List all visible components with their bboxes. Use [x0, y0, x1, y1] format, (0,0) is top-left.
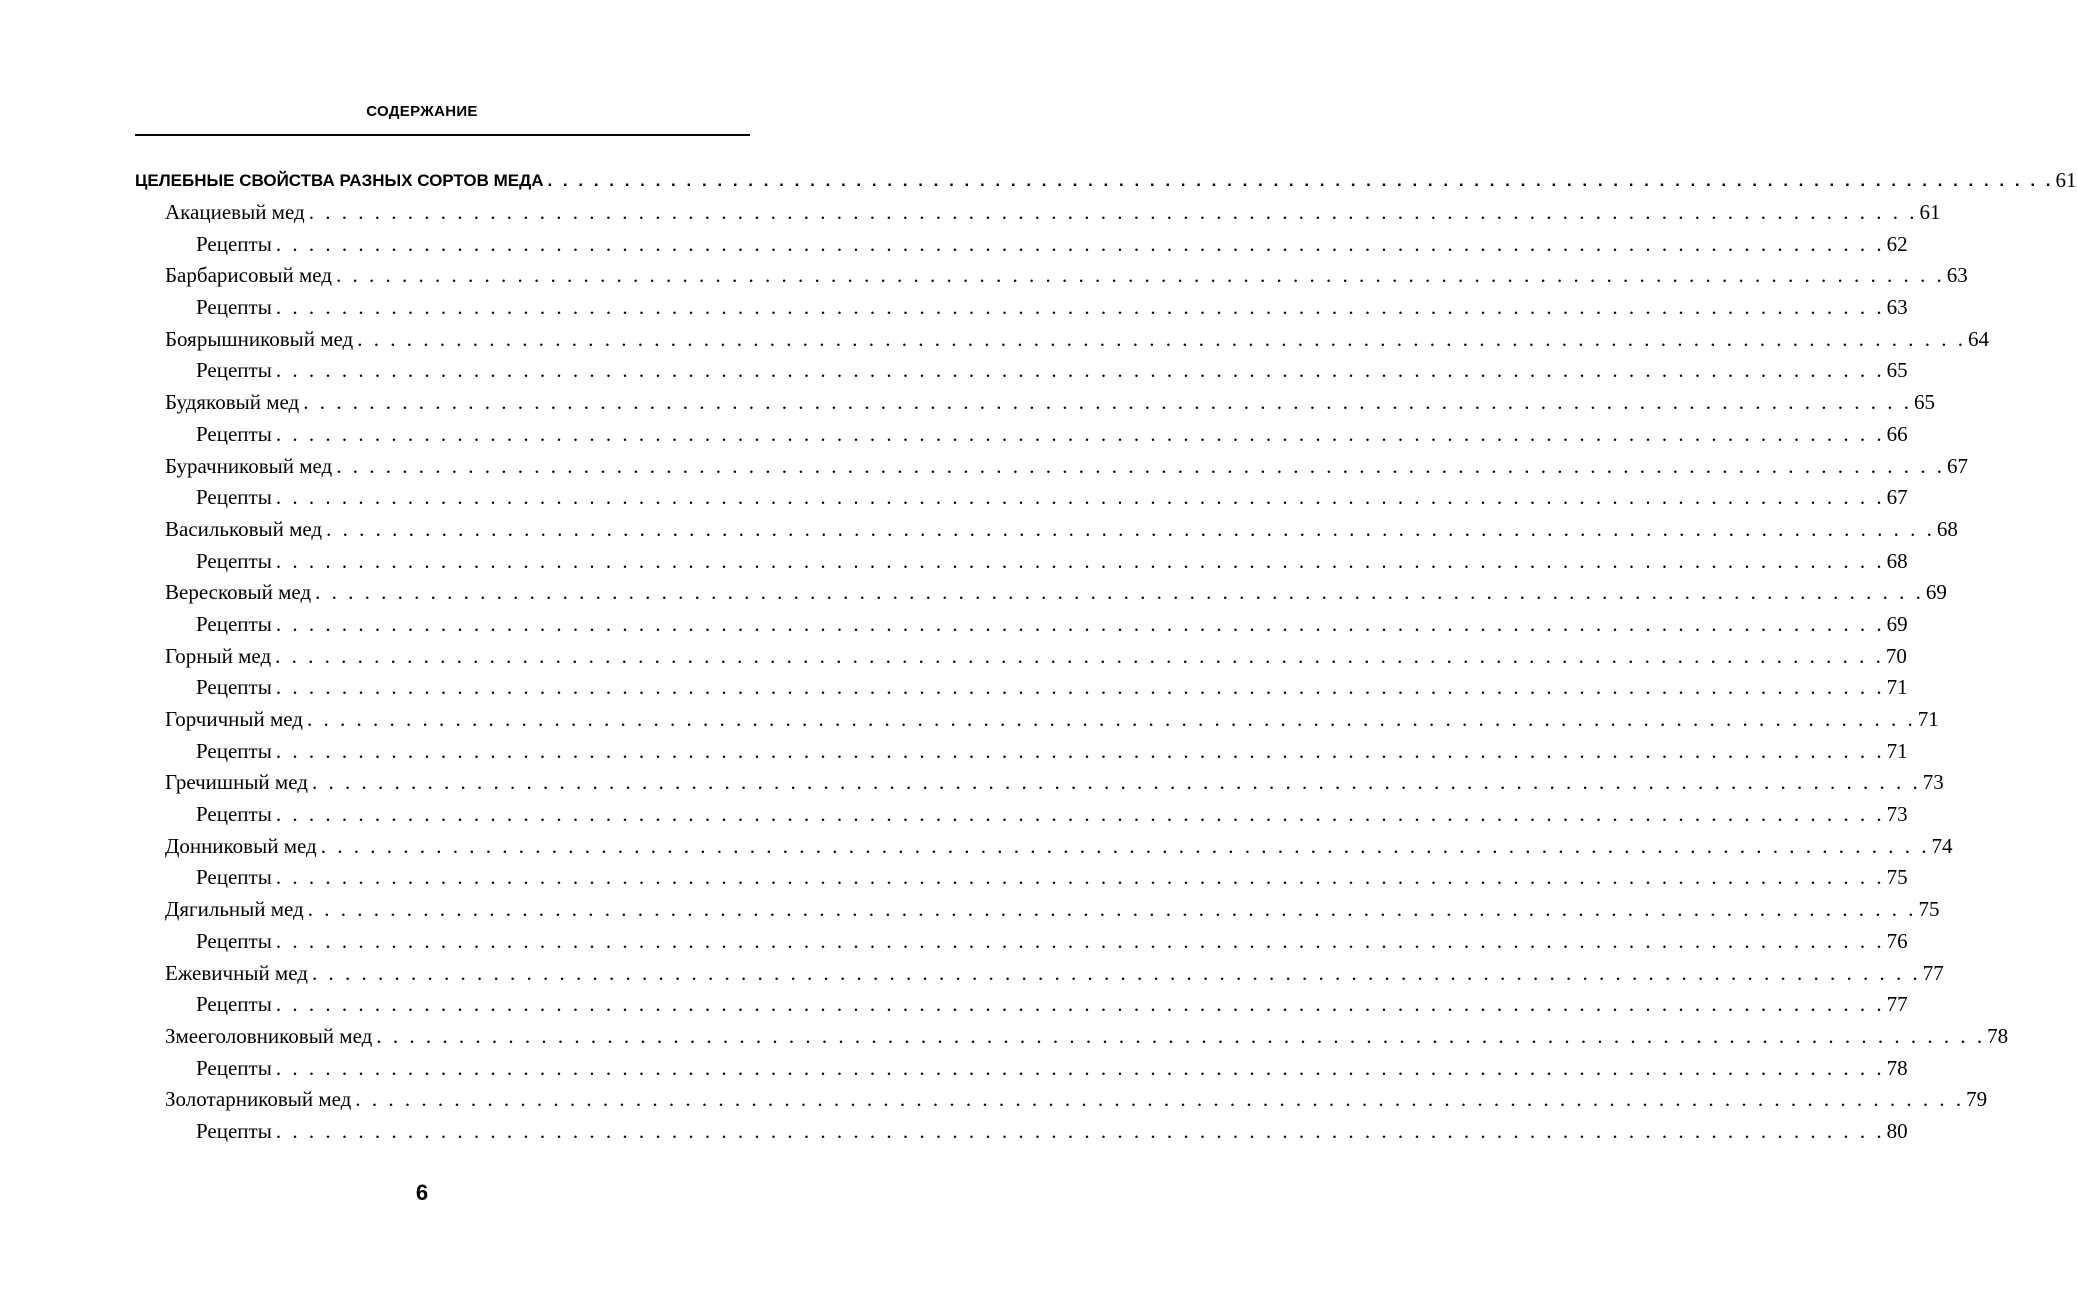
toc-entry-page: 61	[1919, 200, 1941, 225]
dot-leader: . . . . . . . . . . . . . . . . . . . . . . . . . . . . . . . . . . . . . . . . . . . . . . . . . . . . . . . . . . . . . . . . . . . . . . . . . . . . . . . . . . . . . . . . . . . . . . . . . .	[275, 928, 1885, 953]
toc-entry-title: Рецепты	[196, 739, 276, 764]
toc-entry-title: Рецепты	[196, 232, 276, 257]
dot-leader: . . . . . . . . . . . . . . . . . . . . . . . . . . . . . . . . . . . . . . . . . . . . . . . . . . . . . . . . . . . . . . . . . . . . . . . . . . . . . . . . . . . . . . . . . . . . . . . . . .	[357, 326, 1966, 351]
toc-entry-title: Рецепты	[196, 358, 276, 383]
toc-entry-title: Рецепты	[196, 865, 276, 890]
dot-leader: . . . . . . . . . . . . . . . . . . . . . . . . . . . . . . . . . . . . . . . . . . . . . . . . . . . . . . . . . . . . . . . . . . . . . . . . . . . . . . . . . . . . . . . . . . . . . . . . . .	[311, 960, 1921, 985]
toc-entry-title: Гречишный мед	[165, 770, 312, 795]
toc-entry-page: 79	[1966, 1087, 1988, 1112]
table-of-contents	[135, 165, 2077, 1147]
dot-leader: . . . . . . . . . . . . . . . . . . . . . . . . . . . . . . . . . . . . . . . . . . . . . . . . . . . . . . . . . . . . . . . . . . . . . . . . . . . . . . . . . . . . . . . . . . . . . . . . . .	[275, 1055, 1885, 1080]
toc-subentry	[135, 355, 1908, 387]
toc-entry	[135, 1021, 2009, 1053]
toc-entry-title: Рецепты	[196, 802, 276, 827]
toc-entry-page: 61	[2055, 168, 2077, 193]
dot-leader: . . . . . . . . . . . . . . . . . . . . . . . . . . . . . . . . . . . . . . . . . . . . . . . . . . . . . . . . . . . . . . . . . . . . . . . . . . . . . . . . . . . . . . . . . . . . . . . . . .	[275, 358, 1885, 383]
dot-leader: . . . . . . . . . . . . . . . . . . . . . . . . . . . . . . . . . . . . . . . . . . . . . . . . . . . . . . . . . . . . . . . . . . . . . . . . . . . . . . . . . . . . . . . . . . . . . . . . . .	[311, 770, 1921, 795]
dot-leader: . . . . . . . . . . . . . . . . . . . . . . . . . . . . . . . . . . . . . . . . . . . . . . . . . . . . . . . . . . . . . . . . . . . . . . . . . . . . . . . . . . . . . . . . . . . . . . . . . .	[275, 295, 1885, 320]
toc-entry	[135, 577, 1947, 609]
dot-leader: . . . . . . . . . . . . . . . . . . . . . . . . . . . . . . . . . . . . . . . . . . . . . . . . . . . . . . . . . . . . . . . . . . . . . . . . . . . . . . . . . . . . . . . . . . . . . . . . . .	[275, 738, 1885, 763]
toc-entry-title: Рецепты	[196, 992, 276, 1017]
toc-entry-title: Горчичный мед	[165, 707, 307, 732]
toc-entry-page: 73	[1886, 802, 1908, 827]
dot-leader: . . . . . . . . . . . . . . . . . . . . . . . . . . . . . . . . . . . . . . . . . . . . . . . . . . . . . . . . . . . . . . . . . . . . . . . . . . . . . . . . . . . . . . . . . . . . . . . . . .	[307, 707, 1916, 732]
toc-chapter	[135, 165, 2077, 197]
toc-entry	[135, 450, 1968, 482]
toc-entry	[135, 323, 1989, 355]
toc-entry-page: 68	[1886, 548, 1908, 573]
toc-entry-title: Горный мед	[165, 644, 275, 669]
toc-entry-title: Рецепты	[196, 612, 276, 637]
dot-leader: . . . . . . . . . . . . . . . . . . . . . . . . . . . . . . . . . . . . . . . . . . . . . . . . . . . . . . . . . . . . . . . . . . . . . . . . . . . . . . . . . . . . . . . . . . . . . . . . . .	[275, 992, 1885, 1017]
toc-entry-page: 75	[1886, 865, 1908, 890]
toc-entry-title: Золотарниковый мед	[165, 1087, 355, 1112]
toc-entry	[135, 704, 1939, 736]
toc-entry-page: 71	[1886, 675, 1908, 700]
toc-entry-page: 74	[1931, 833, 1953, 858]
dot-leader: . . . . . . . . . . . . . . . . . . . . . . . . . . . . . . . . . . . . . . . . . . . . . . . . . . . . . . . . . . . . . . . . . . . . . . . . . . . . . . . . . . . . . . . . . . . . . . . . . .	[275, 865, 1885, 890]
dot-leader: . . . . . . . . . . . . . . . . . . . . . . . . . . . . . . . . . . . . . . . . . . . . . . . . . . . . . . . . . . . . . . . . . . . . . . . . . . . . . . . . . . . . . . . . . . . . . . . . . .	[275, 802, 1885, 827]
toc-entry-title: Рецепты	[196, 422, 276, 447]
toc-entry-page: 78	[1987, 1023, 2009, 1048]
toc-subentry	[135, 1052, 1908, 1084]
toc-entry-page: 80	[1886, 1118, 1908, 1143]
toc-subentry	[135, 482, 1908, 514]
toc-entry-title: Рецепты	[196, 295, 276, 320]
toc-subentry	[135, 419, 1908, 451]
toc-entry-page: 70	[1885, 643, 1907, 668]
toc-subentry	[135, 1116, 1908, 1148]
toc-subentry	[135, 926, 1908, 958]
dot-leader: . . . . . . . . . . . . . . . . . . . . . . . . . . . . . . . . . . . . . . . . . . . . . . . . . . . . . . . . . . . . . . . . . . . . . . . . . . . . . . . . . . . . . . . . . . . . . . . . . .	[315, 580, 1924, 605]
toc-entry	[135, 260, 1968, 292]
toc-entry-title: Акациевый мед	[165, 200, 309, 225]
toc-subentry	[135, 799, 1908, 831]
dot-leader: . . . . . . . . . . . . . . . . . . . . . . . . . . . . . . . . . . . . . . . . . . . . . . . . . . . . . . . . . . . . . . . . . . . . . . . . . . . . . . . . . . . . . . . . . . . . . . . . . .	[275, 231, 1885, 256]
toc-entry-title: Барбарисовый мед	[165, 263, 336, 288]
toc-entry-page: 65	[1913, 390, 1935, 415]
dot-leader: . . . . . . . . . . . . . . . . . . . . . . . . . . . . . . . . . . . . . . . . . . . . . . . . . . . . . . . . . . . . . . . . . . . . . . . . . . . . . . . . . . . . . . . . . . . . . . . . . .	[336, 453, 1945, 478]
toc-entry-page: 63	[1946, 263, 1968, 288]
toc-entry-page: 76	[1886, 928, 1908, 953]
toc-entry	[135, 767, 1944, 799]
running-head: СОДЕРЖАНИЕ	[366, 103, 478, 120]
toc-entry-title: ЦЕЛЕБНЫЕ СВОЙСТВА РАЗНЫХ СОРТОВ МЕДА	[135, 171, 547, 191]
dot-leader: . . . . . . . . . . . . . . . . . . . . . . . . . . . . . . . . . . . . . . . . . . . . . . . . . . . . . . . . . . . . . . . . . . . . . . . . . . . . . . . . . . . . . . . . . . . . . . . . . .	[275, 611, 1885, 636]
toc-subentry	[135, 609, 1908, 641]
toc-entry-title: Будяковый мед	[165, 390, 303, 415]
toc-subentry	[135, 862, 1908, 894]
toc-entry-page: 67	[1946, 453, 1968, 478]
toc-entry-title: Дягильный мед	[165, 897, 308, 922]
toc-entry-page: 68	[1936, 516, 1958, 541]
toc-entry-title: Донниковый мед	[165, 834, 321, 859]
toc-entry	[135, 514, 1958, 546]
toc-entry-page: 78	[1886, 1055, 1908, 1080]
dot-leader: . . . . . . . . . . . . . . . . . . . . . . . . . . . . . . . . . . . . . . . . . . . . . . . . . . . . . . . . . . . . . . . . . . . . . . . . . . . . . . . . . . . . . . . . . . . . . . . . . .	[355, 1087, 1965, 1112]
toc-entry	[135, 1084, 1988, 1116]
dot-leader: . . . . . . . . . . . . . . . . . . . . . . . . . . . . . . . . . . . . . . . . . . . . . . . . . . . . . . . . . . . . . . . . . . . . . . . . . . . . . . . . . . . . . . . . . . . . . . . . . .	[320, 833, 1930, 858]
toc-entry	[135, 640, 1907, 672]
toc-entry-page: 77	[1922, 960, 1944, 985]
toc-entry-page: 75	[1918, 897, 1940, 922]
toc-entry-page: 69	[1886, 611, 1908, 636]
toc-entry-page: 65	[1886, 358, 1908, 383]
toc-subentry	[135, 735, 1908, 767]
toc-subentry	[135, 228, 1908, 260]
dot-leader: . . . . . . . . . . . . . . . . . . . . . . . . . . . . . . . . . . . . . . . . . . . . . . . . . . . . . . . . . . . . . . . . . . . . . . . . . . . . . . . . . . . . . . . . . . . . . . . . . .	[275, 1118, 1885, 1143]
toc-entry-title: Рецепты	[196, 549, 276, 574]
toc-subentry	[135, 989, 1908, 1021]
toc-entry-title: Рецепты	[196, 675, 276, 700]
dot-leader: . . . . . . . . . . . . . . . . . . . . . . . . . . . . . . . . . . . . . . . . . . . . . . . . . . . . . . . . . . . . . . . . . . . . . . . . . . . . . . . . . . . . . . . . . . . . . . . . . .	[376, 1023, 1986, 1048]
dot-leader: . . . . . . . . . . . . . . . . . . . . . . . . . . . . . . . . . . . . . . . . . . . . . . . . . . . . . . . . . . . . . . . . . . . . . . . . . . . . . . . . . . . . . . . . . . . . . . . . . .	[547, 170, 2054, 190]
dot-leader: . . . . . . . . . . . . . . . . . . . . . . . . . . . . . . . . . . . . . . . . . . . . . . . . . . . . . . . . . . . . . . . . . . . . . . . . . . . . . . . . . . . . . . . . . . . . . . . . . .	[335, 263, 1945, 288]
dot-leader: . . . . . . . . . . . . . . . . . . . . . . . . . . . . . . . . . . . . . . . . . . . . . . . . . . . . . . . . . . . . . . . . . . . . . . . . . . . . . . . . . . . . . . . . . . . . . . . . . .	[303, 390, 1912, 415]
toc-entry	[135, 894, 1940, 926]
toc-entry	[135, 387, 1935, 419]
toc-entry-page: 71	[1917, 707, 1939, 732]
toc-entry-page: 77	[1886, 992, 1908, 1017]
dot-leader: . . . . . . . . . . . . . . . . . . . . . . . . . . . . . . . . . . . . . . . . . . . . . . . . . . . . . . . . . . . . . . . . . . . . . . . . . . . . . . . . . . . . . . . . . . . . . . . . . .	[275, 675, 1885, 700]
toc-entry-title: Бурачниковый мед	[165, 454, 336, 479]
toc-entry-title: Ежевичный мед	[165, 961, 312, 986]
dot-leader: . . . . . . . . . . . . . . . . . . . . . . . . . . . . . . . . . . . . . . . . . . . . . . . . . . . . . . . . . . . . . . . . . . . . . . . . . . . . . . . . . . . . . . . . . . . . . . . . . .	[308, 200, 1918, 225]
toc-entry	[135, 197, 1941, 229]
dot-leader: . . . . . . . . . . . . . . . . . . . . . . . . . . . . . . . . . . . . . . . . . . . . . . . . . . . . . . . . . . . . . . . . . . . . . . . . . . . . . . . . . . . . . . . . . . . . . . . . . .	[275, 643, 1884, 668]
toc-entry-title: Рецепты	[196, 1056, 276, 1081]
toc-subentry	[135, 292, 1908, 324]
toc-entry-page: 71	[1886, 738, 1908, 763]
dot-leader: . . . . . . . . . . . . . . . . . . . . . . . . . . . . . . . . . . . . . . . . . . . . . . . . . . . . . . . . . . . . . . . . . . . . . . . . . . . . . . . . . . . . . . . . . . . . . . . . . .	[275, 548, 1885, 573]
toc-entry-title: Боярышниковый мед	[165, 327, 357, 352]
page-number: 6	[415, 1180, 429, 1205]
toc-entry-title: Васильковый мед	[165, 517, 326, 542]
toc-entry-title: Рецепты	[196, 485, 276, 510]
toc-entry-title: Змееголовниковый мед	[165, 1024, 376, 1049]
toc-entry-page: 69	[1925, 580, 1947, 605]
toc-entry-page: 62	[1886, 231, 1908, 256]
toc-entry-page: 64	[1968, 326, 1989, 351]
toc-entry-page: 67	[1886, 485, 1908, 510]
header-rule	[135, 134, 750, 136]
toc-subentry	[135, 672, 1908, 704]
toc-entry-title: Вересковый мед	[165, 580, 315, 605]
toc-entry	[135, 957, 1944, 989]
toc-subentry	[135, 545, 1908, 577]
dot-leader: . . . . . . . . . . . . . . . . . . . . . . . . . . . . . . . . . . . . . . . . . . . . . . . . . . . . . . . . . . . . . . . . . . . . . . . . . . . . . . . . . . . . . . . . . . . . . . . . . .	[275, 485, 1885, 510]
toc-entry-page: 73	[1922, 770, 1944, 795]
toc-entry	[135, 830, 1953, 862]
toc-entry-title: Рецепты	[196, 929, 276, 954]
dot-leader: . . . . . . . . . . . . . . . . . . . . . . . . . . . . . . . . . . . . . . . . . . . . . . . . . . . . . . . . . . . . . . . . . . . . . . . . . . . . . . . . . . . . . . . . . . . . . . . . . .	[326, 516, 1935, 541]
dot-leader: . . . . . . . . . . . . . . . . . . . . . . . . . . . . . . . . . . . . . . . . . . . . . . . . . . . . . . . . . . . . . . . . . . . . . . . . . . . . . . . . . . . . . . . . . . . . . . . . . .	[275, 421, 1885, 446]
dot-leader: . . . . . . . . . . . . . . . . . . . . . . . . . . . . . . . . . . . . . . . . . . . . . . . . . . . . . . . . . . . . . . . . . . . . . . . . . . . . . . . . . . . . . . . . . . . . . . . . . .	[307, 897, 1917, 922]
toc-entry-page: 66	[1886, 421, 1908, 446]
toc-entry-page: 63	[1886, 295, 1908, 320]
toc-entry-title: Рецепты	[196, 1119, 276, 1144]
